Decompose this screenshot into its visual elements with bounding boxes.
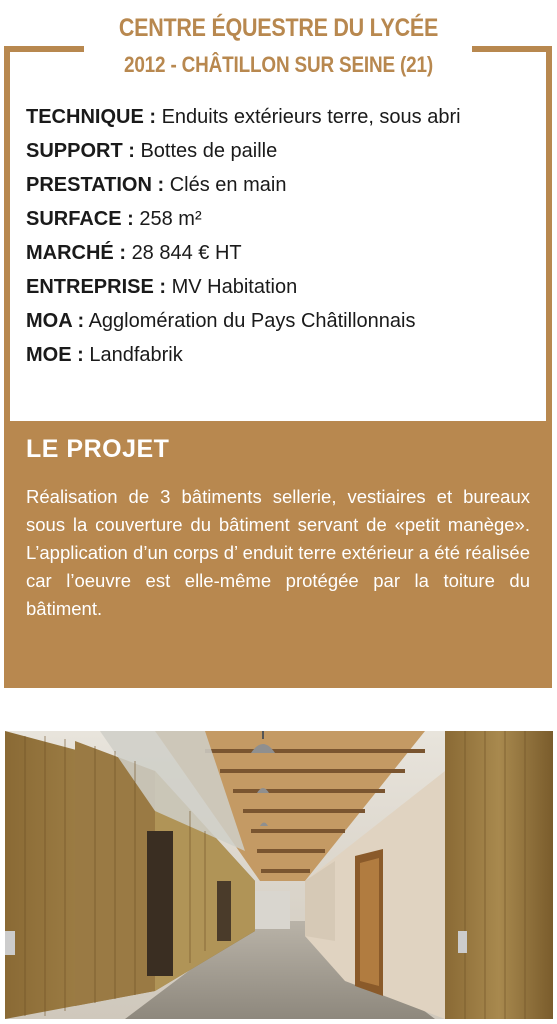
spec-row-entreprise: [26, 272, 536, 306]
spec-label: PRESTATION :: [26, 174, 165, 196]
spec-row-moe: [26, 340, 536, 374]
spec-label: SURFACE :: [26, 208, 134, 230]
spec-row-support: [26, 136, 536, 170]
spec-value: Bottes de paille: [140, 140, 278, 162]
spec-value: 258 m²: [139, 208, 202, 230]
building-photo: [5, 731, 553, 1019]
spec-label: TECHNIQUE :: [26, 106, 156, 128]
spec-label: MARCHÉ :: [26, 242, 126, 264]
spec-label: SUPPORT :: [26, 140, 135, 162]
spec-list: [26, 102, 536, 374]
project-description: Réalisation de 3 bâtiments sellerie, vestiaires et bureaux sous la couverture du bâtiment servant de «petit manège». L’application d’un corps d’ enduit terre extérieur a été réalisée car l’oeuvre est elle-même protégée par la toiture du bâtiment.: [26, 486, 530, 619]
spec-label: MOE :: [26, 344, 84, 366]
spec-row-technique: [26, 102, 536, 136]
spec-label: MOA :: [26, 310, 85, 332]
spec-row-marche: [26, 238, 536, 272]
spec-value: MV Habitation: [171, 276, 298, 298]
project-title: LE PROJET: [26, 435, 170, 463]
page-subtitle: 2012 - CHÂTILLON SUR SEINE (21): [123, 52, 434, 77]
page-title: CENTRE ÉQUESTRE DU LYCÉE: [118, 14, 439, 42]
project-section: [4, 421, 552, 688]
spec-value: 28 844 € HT: [131, 242, 242, 264]
spec-row-prestation: [26, 170, 536, 204]
spec-value: Enduits extérieurs terre, sous abri: [161, 106, 461, 128]
spec-value: Clés en main: [169, 174, 287, 196]
spec-label: ENTREPRISE :: [26, 276, 167, 298]
spec-value: Landfabrik: [89, 344, 183, 366]
spec-row-surface: [26, 204, 536, 238]
spec-value: Agglomération du Pays Châtillonnais: [88, 310, 416, 332]
spec-row-moa: [26, 306, 536, 340]
building-photo-illustration: [5, 731, 553, 1019]
